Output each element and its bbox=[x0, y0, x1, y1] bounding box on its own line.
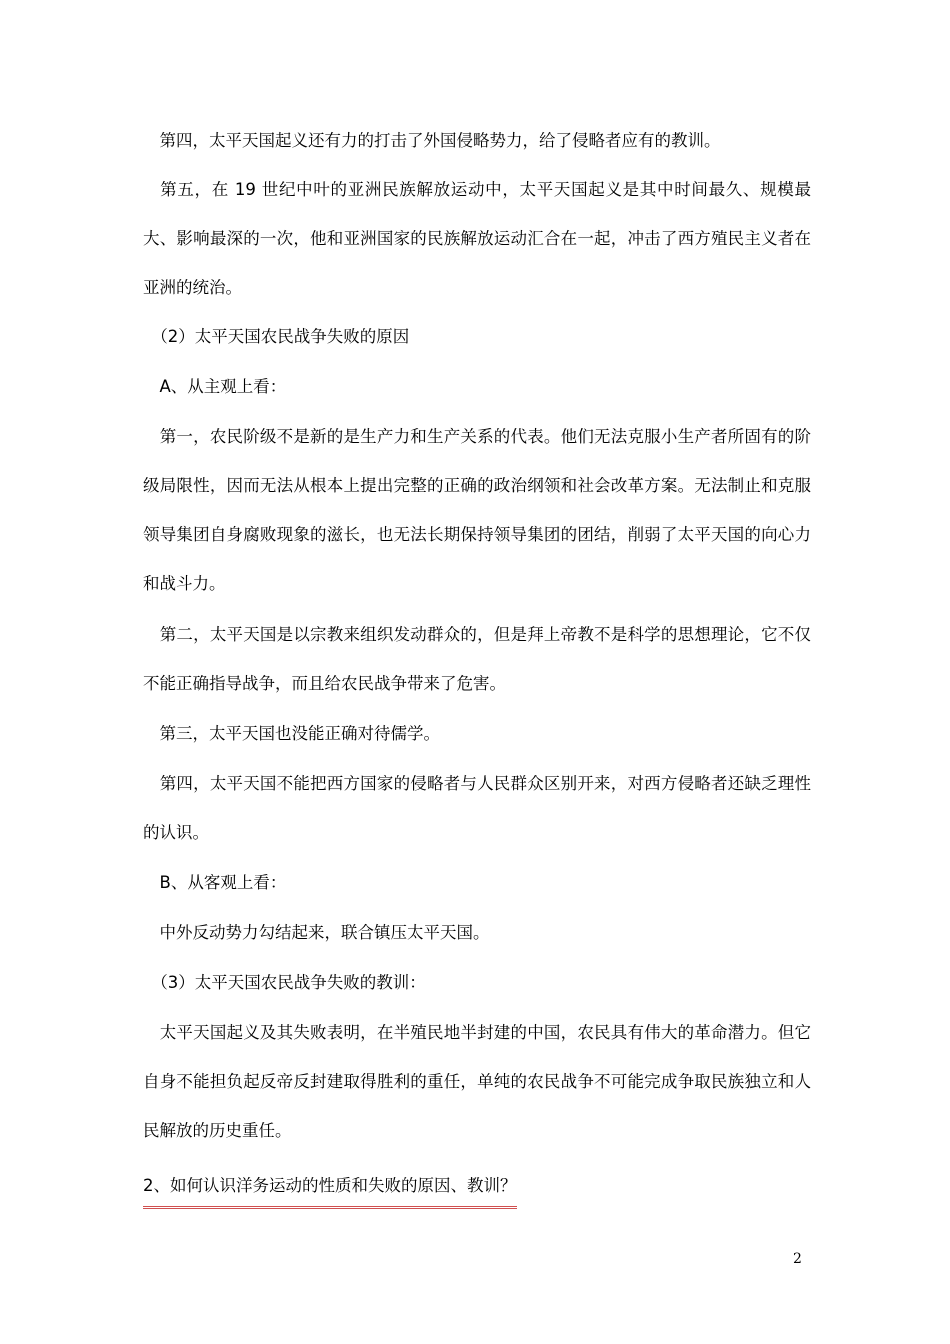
paragraph-subjective-second: 第二，太平天国是以宗教来组织发动群众的，但是拜上帝教不是科学的思想理论，它不仅不能正确指导战争，而且给农民战争带来了危害。 bbox=[143, 625, 811, 693]
paragraph-objective: 中外反动势力勾结起来，联合镇压太平天国。 bbox=[143, 923, 490, 942]
question-heading: 2、如何认识洋务运动的性质和失败的原因、教训？ bbox=[143, 1166, 517, 1209]
subheading-objective: B、从客观上看： bbox=[143, 873, 287, 892]
paragraph-subjective-third: 第三，太平天国也没能正确对待儒学。 bbox=[143, 724, 440, 743]
paragraph-lessons: 太平天国起义及其失败表明，在半殖民地半封建的中国，农民具有伟大的革命潜力。但它自身不能担负起反帝反封建取得胜利的重任，单纯的农民战争不可能完成争取民族独立和人民解放的历史重任。 bbox=[143, 1023, 811, 1140]
subheading-subjective: A、从主观上看： bbox=[143, 377, 287, 396]
paragraph-subjective-first: 第一，农民阶级不是新的是生产力和生产关系的代表。他们无法克服小生产者所固有的阶级局限性，因而无法从根本上提出完整的正确的政治纲领和社会改革方案。无法制止和克服领导集团自身腐败现象的滋长，也无法长期保持领导集团的团结，削弱了太平天国的向心力和战斗力。 bbox=[143, 427, 811, 593]
paragraph-fifth-point: 第五，在 19 世纪中叶的亚洲民族解放运动中，太平天国起义是其中时间最久、规模最大、影响最深的一次，他和亚洲国家的民族解放运动汇合在一起，冲击了西方殖民主义者在亚洲的统治。 bbox=[143, 180, 811, 297]
subheading-lessons: （3）太平天国农民战争失败的教训： bbox=[143, 973, 426, 992]
page-number: 2 bbox=[793, 1251, 802, 1267]
subheading-failure-reasons: （2）太平天国农民战争失败的原因 bbox=[143, 327, 410, 346]
paragraph-subjective-fourth: 第四，太平天国不能把西方国家的侵略者与人民群众区别开来，对西方侵略者还缺乏理性的认识。 bbox=[143, 774, 811, 842]
paragraph-fourth-point: 第四，太平天国起义还有力的打击了外国侵略势力，给了侵略者应有的教训。 bbox=[143, 131, 721, 150]
